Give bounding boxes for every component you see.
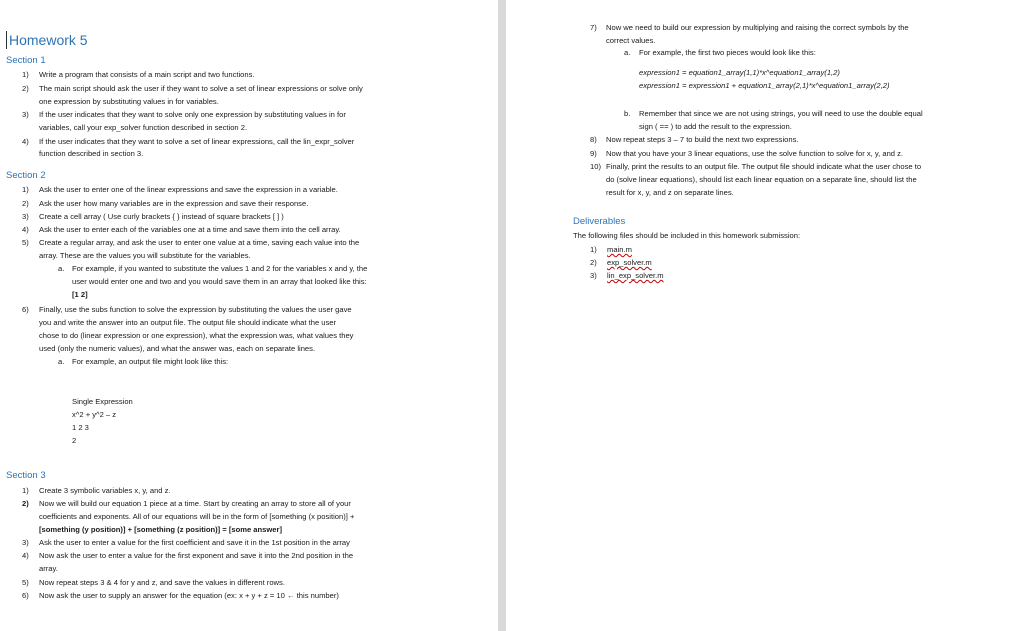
deliverable-file: exp_solver.m (607, 258, 652, 267)
example-output-line: x^2 + y^2 – z (72, 410, 117, 419)
page-gutter (498, 0, 506, 631)
list-item-text: Finally, print the results to an output file. The output file should indicate what the user chose to (606, 162, 922, 171)
list-item-text: array. (39, 564, 58, 573)
list-item-text: Ask the user how many variables are in the expression and save their response. (39, 199, 309, 208)
list-number: 2) (590, 258, 597, 267)
list-number: 7) (590, 23, 597, 32)
deliverable-file: main.m (607, 245, 632, 254)
list-item-text: For example, the first two pieces would look like this: (639, 48, 816, 57)
list-item-text: function described in section 3. (39, 149, 144, 158)
list-item-text: Ask the user to enter each of the variables one at a time and save them into the cell array. (39, 225, 341, 234)
list-number: 2) (22, 499, 29, 508)
list-number: 10) (590, 162, 601, 171)
list-item-text: one expression by substituting values in for variables. (39, 97, 219, 106)
list-item-text: Ask the user to enter one of the linear expressions and save the expression in a variable. (39, 185, 338, 194)
list-number: 1) (22, 70, 29, 79)
list-number: 1) (590, 245, 597, 254)
list-item-text: Ask the user to enter a value for the first coefficient and save it in the 1st position in the array (39, 538, 350, 547)
list-number: 3) (22, 110, 29, 119)
list-item-text: Create 3 symbolic variables x, y, and z. (39, 486, 171, 495)
list-item-text: Now repeat steps 3 – 7 to build the next two expressions. (606, 135, 799, 144)
list-item-text: If the user indicates that they want to solve a set of linear expressions, call the lin_expr_solver (39, 137, 355, 146)
list-number: 1) (22, 486, 29, 495)
list-number: 1) (22, 185, 29, 194)
list-letter: b. (624, 109, 631, 118)
list-item-text: chose to do (linear expression or one expression), what the expression was, what values they (39, 331, 354, 340)
list-item-text: sign ( == ) to add the result to the expression. (639, 122, 792, 131)
list-item-text: Create a cell array ( Use curly brackets { } instead of square brackets [ ] ) (39, 212, 284, 221)
list-item-text: Finally, use the subs function to solve the expression by substituting the values the user gave (39, 305, 352, 314)
list-item-text: coefficients and exponents. All of our equations will be in the form of [something (x position)] + (39, 512, 355, 521)
list-number: 6) (22, 305, 29, 314)
list-item-text: Now we need to build our expression by multiplying and raising the correct symbols by the (606, 23, 909, 32)
list-item-text: Now ask the user to enter a value for the first exponent and save it into the 2nd position in the (39, 551, 354, 560)
list-item-text: array. These are the values you will substitute for the variables. (39, 251, 251, 260)
list-item-text: [1 2] (72, 290, 88, 299)
list-number: 8) (590, 135, 597, 144)
list-item-text: Now repeat steps 3 & 4 for y and z, and save the values in different rows. (39, 578, 285, 587)
list-item-text: you and write the answer into an output file. The output file should indicate what the user (39, 318, 337, 327)
list-item-text: If the user indicates that they want to solve only one expression by substituting values in for (39, 110, 346, 119)
list-item-text: Create a regular array, and ask the user to enter one value at a time, saving each value into the (39, 238, 360, 247)
list-number: 3) (22, 538, 29, 547)
list-number: 3) (590, 271, 597, 280)
list-number: 6) (22, 591, 29, 600)
list-letter: a. (58, 264, 65, 273)
list-letter: a. (58, 357, 65, 366)
list-item-text: Remember that since we are not using strings, you will need to use the double equal (639, 109, 923, 118)
list-number: 4) (22, 225, 29, 234)
list-item-text: result for x, y, and z on separate lines. (606, 188, 734, 197)
document-page-left (0, 0, 498, 631)
list-item-text: used (only the numeric values), and what the answer was, each on separate lines. (39, 344, 316, 353)
list-item-text: do (solve linear equations), should list each linear equation on a separate line, should list the (606, 175, 917, 184)
list-item-text: For example, if you wanted to substitute the values 1 and 2 for the variables x and y, the (72, 264, 368, 273)
list-item-text: correct values. (606, 36, 656, 45)
list-item-text: For example, an output file might look like this: (72, 357, 229, 366)
list-number: 9) (590, 149, 597, 158)
example-output-line: Single Expression (72, 397, 133, 406)
list-item-text: Now that you have your 3 linear equations, use the solve function to solve for x, y, and z. (606, 149, 904, 158)
deliverable-file: lin_exp_solver.m (607, 271, 664, 280)
list-number: 5) (22, 578, 29, 587)
example-output-line: 1 2 3 (72, 423, 89, 432)
list-number: 5) (22, 238, 29, 247)
list-number: 2) (22, 84, 29, 93)
section-1-heading: Section 1 (6, 55, 46, 66)
list-letter: a. (624, 48, 631, 57)
section-2-heading: Section 2 (6, 170, 46, 181)
deliverables-heading: Deliverables (573, 216, 626, 227)
document-page-right (506, 0, 1024, 631)
list-number: 4) (22, 551, 29, 560)
code-line: expression1 = expression1 + equation1_array(2,1)*x^equation1_array(2,2) (639, 81, 890, 90)
list-item-text: [something (y position)] + [something (z position)] = [some answer] (39, 525, 283, 534)
document-title: Homework 5 (6, 31, 88, 49)
code-line: expression1 = equation1_array(1,1)*x^equation1_array(1,2) (639, 68, 840, 77)
section-3-heading: Section 3 (6, 470, 46, 481)
deliverables-intro: The following files should be included in this homework submission: (573, 231, 801, 240)
list-number: 3) (22, 212, 29, 221)
list-item-text: The main script should ask the user if they want to solve a set of linear expressions or solve only (39, 84, 363, 93)
list-item-text: Now ask the user to supply an answer for the equation (ex: x + y + z = 10 ← this number) (39, 591, 339, 600)
example-output-line: 2 (72, 436, 77, 445)
list-number: 2) (22, 199, 29, 208)
list-item-text: user would enter one and two and you would save them in an array that looked like this: (72, 277, 367, 286)
list-item-text: Now we will build our equation 1 piece at a time. Start by creating an array to store all of your (39, 499, 351, 508)
list-item-text: variables, call your exp_solver function described in section 2. (39, 123, 248, 132)
list-number: 4) (22, 137, 29, 146)
list-item-text: Write a program that consists of a main script and two functions. (39, 70, 255, 79)
